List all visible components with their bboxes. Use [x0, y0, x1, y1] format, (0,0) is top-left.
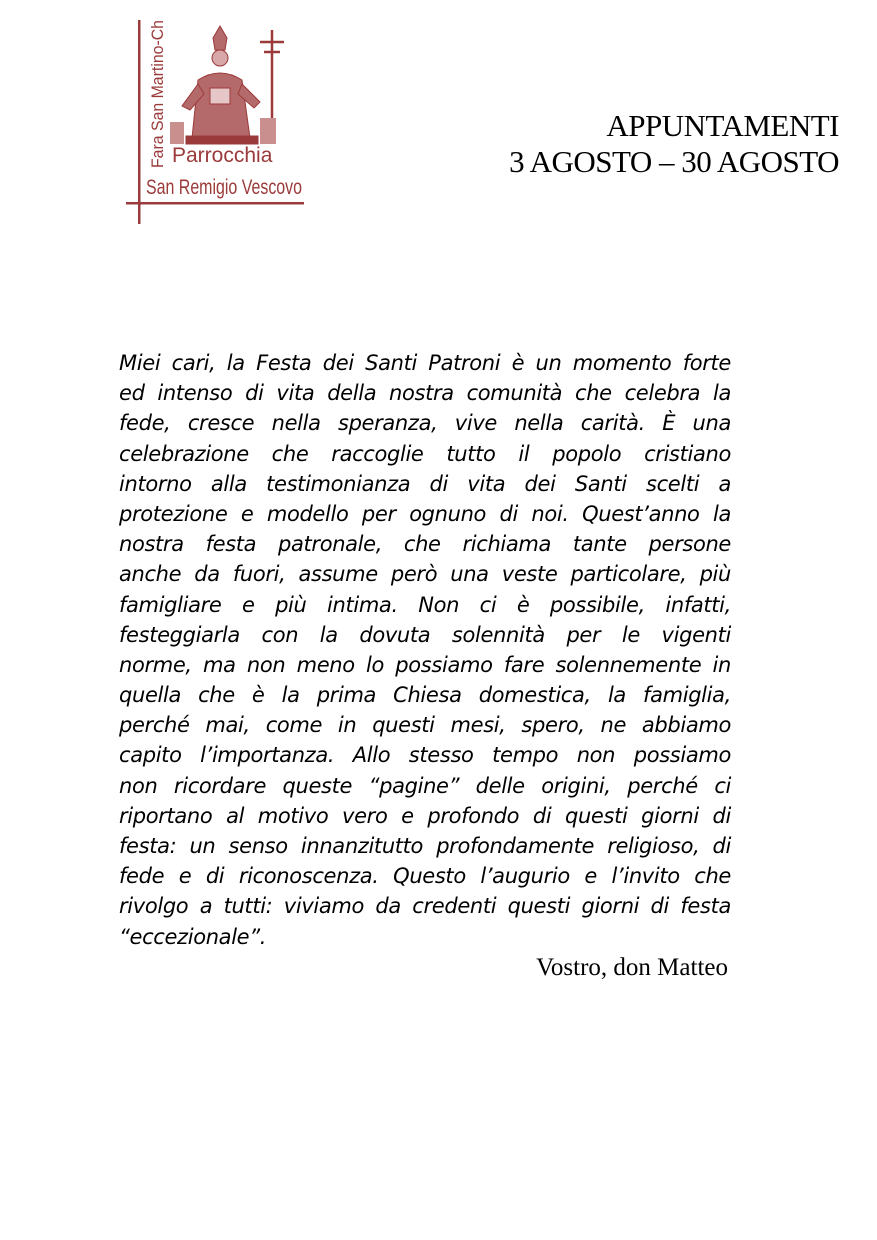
letter-line: norme, ma non meno lo possiamo fare solennemente in: [119, 652, 731, 677]
logo-line1: Parrocchia: [172, 144, 273, 167]
letter-line: quella che è la prima Chiesa domestica, la famiglia,: [119, 683, 731, 708]
letter-line: celebrazione che raccoglie tutto il popolo cristiano: [119, 441, 731, 466]
date-range: 3 AGOSTO – 30 AGOSTO: [509, 144, 839, 179]
letter-line: capito l’importanza. Allo stesso tempo non possiamo: [119, 743, 731, 768]
header: [509, 108, 839, 180]
letter-body: [119, 348, 731, 952]
letter-line: famigliare e più intima. Non ci è possibile, infatti,: [119, 592, 731, 617]
letter-line: nostra festa patronale, che richiama tante persone: [119, 532, 731, 557]
letter-line: festa: un senso innanzitutto profondamente religioso, di: [119, 834, 731, 858]
letter-line: fede e di riconoscenza. Questo l’augurio e l’invito che: [119, 864, 731, 889]
letter-line: riportano al motivo vero e profondo di questi giorni di: [119, 803, 731, 828]
logo-line2: San Remigio Vescovo: [146, 176, 302, 199]
page-title: APPUNTAMENTI: [606, 108, 839, 143]
letter-line: Miei cari, la Festa dei Santi Patroni è un momento forte: [119, 351, 731, 375]
letter-line: non ricordare queste “pagine” delle origini, perché ci: [119, 773, 731, 798]
letter-line: ed intenso di vita della nostra comunità che celebra la: [119, 381, 731, 406]
signature: Vostro, don Matteo: [536, 954, 728, 981]
letter-line: protezione e modello per ognuno di noi. Quest’anno la: [119, 501, 731, 526]
letter-line: fede, cresce nella speranza, vive nella carità. È una: [119, 411, 731, 436]
letter-line: perché mai, come in questi mesi, spero, ne abbiamo: [119, 713, 731, 738]
letter-line: intorno alla testimonianza di vita dei Santi scelti a: [119, 471, 731, 496]
logo-vertical-text: Fara San Martino-Ch: [148, 9, 167, 168]
letter-line: “eccezionale”.: [119, 924, 267, 949]
parish-logo-graphic: [120, 9, 310, 228]
parish-logo: [120, 9, 310, 228]
letter-line: anche da fuori, assume però una veste particolare, più: [119, 562, 731, 587]
letter-line: rivolgo a tutti: viviamo da credenti questi giorni di festa: [119, 894, 731, 919]
letter-line: festeggiarla con la dovuta solennità per le vigenti: [119, 622, 731, 647]
